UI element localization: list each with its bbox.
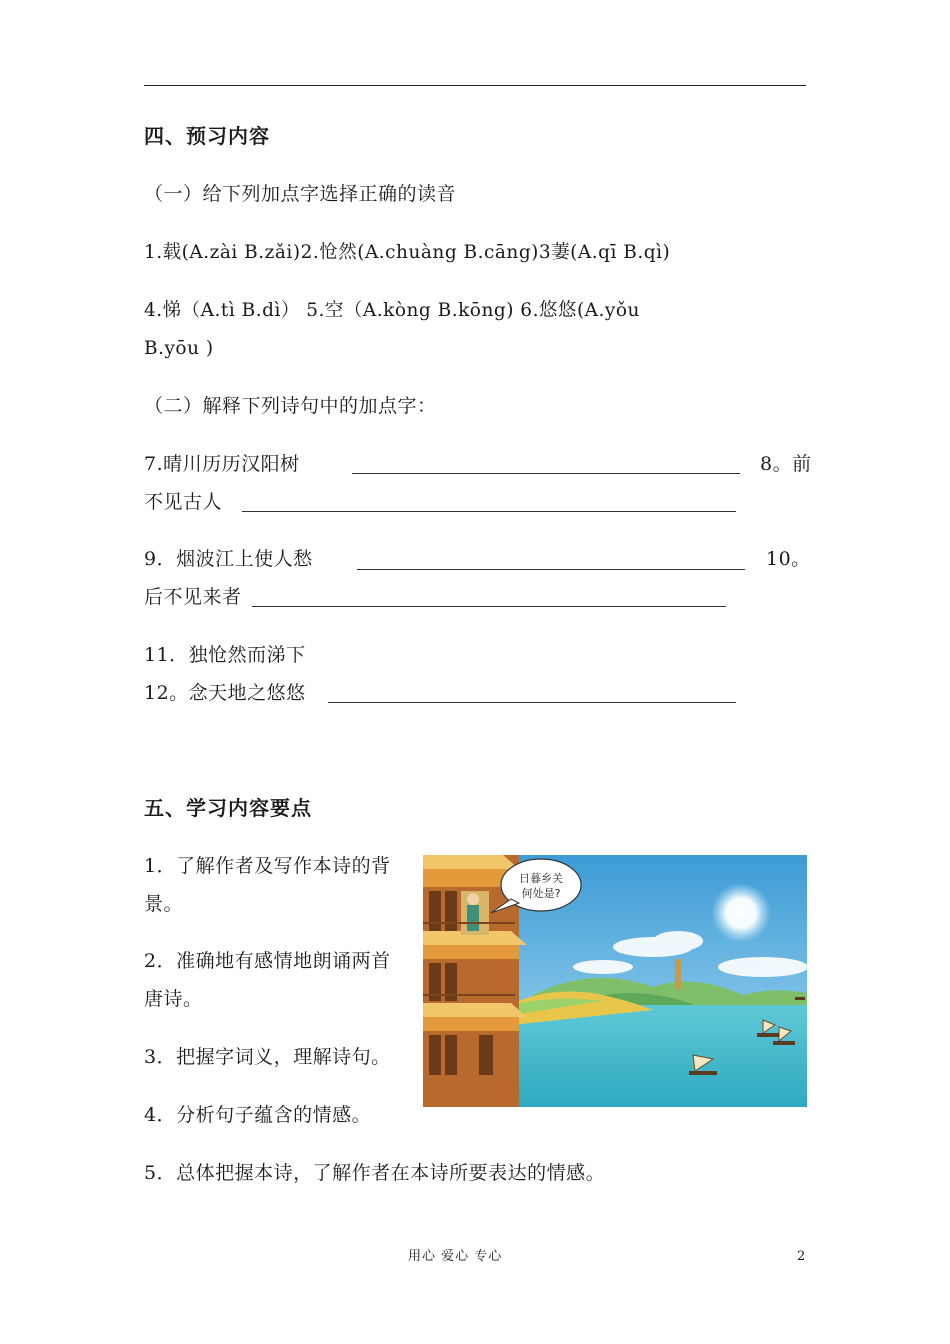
answer-line-9[interactable]: [357, 569, 745, 570]
answer-line-8[interactable]: [242, 511, 736, 512]
question-12: 12。念天地之悠悠: [144, 682, 306, 704]
point-4: 4．分析句子蕴含的情感。: [144, 1104, 372, 1126]
yellow-crane-tower-illustration: [423, 855, 807, 1107]
page-number: 2: [797, 1249, 806, 1264]
point-1-cont: 景。: [144, 893, 184, 915]
section-5-heading: 五、学习内容要点: [144, 796, 312, 820]
point-3: 3．把握字词义，理解诗句。: [144, 1046, 391, 1068]
answer-line-12[interactable]: [328, 702, 736, 703]
question-row-1: 1.载(A.zài B.zǎi)2.怆然(A.chuàng B.cāng)3萋(A.qī B.qì): [144, 242, 671, 263]
question-row-2: 4.悌（A.tì B.dì） 5.空（A.kòng B.kōng) 6.悠悠(A.yǒu: [144, 300, 640, 321]
bubble-line-2: 何处是?: [521, 887, 561, 900]
question-7: 7.晴川历历汉阳树: [144, 453, 300, 475]
answer-line-7[interactable]: [352, 473, 740, 474]
bubble-line-1: 日暮乡关: [519, 872, 563, 885]
point-2: 2．准确地有感情地朗诵两首: [144, 950, 391, 972]
header-rule: [144, 85, 806, 86]
question-10-start: 10。: [766, 548, 811, 570]
point-5: 5．总体把握本诗，了解作者在本诗所要表达的情感。: [144, 1162, 606, 1184]
answer-line-10[interactable]: [252, 606, 726, 607]
subsection-2-title: （二）解释下列诗句中的加点字：: [144, 395, 437, 417]
footer-text: 用心 爱心 专心: [408, 1249, 503, 1264]
point-2-cont: 唐诗。: [144, 988, 203, 1010]
subsection-1-title: （一）给下列加点字选择正确的读音: [144, 183, 457, 205]
section-4-heading: 四、预习内容: [144, 124, 270, 148]
question-10-end: 后不见来者: [144, 586, 242, 608]
question-11: 11．独怆然而涕下: [144, 644, 306, 666]
question-8-start: 8。前: [760, 453, 812, 475]
point-1: 1．了解作者及写作本诗的背: [144, 855, 391, 877]
question-8-end: 不见古人: [144, 491, 223, 513]
question-9: 9．烟波江上使人愁: [144, 548, 313, 570]
question-row-2-cont: B.yōu ): [144, 338, 214, 359]
